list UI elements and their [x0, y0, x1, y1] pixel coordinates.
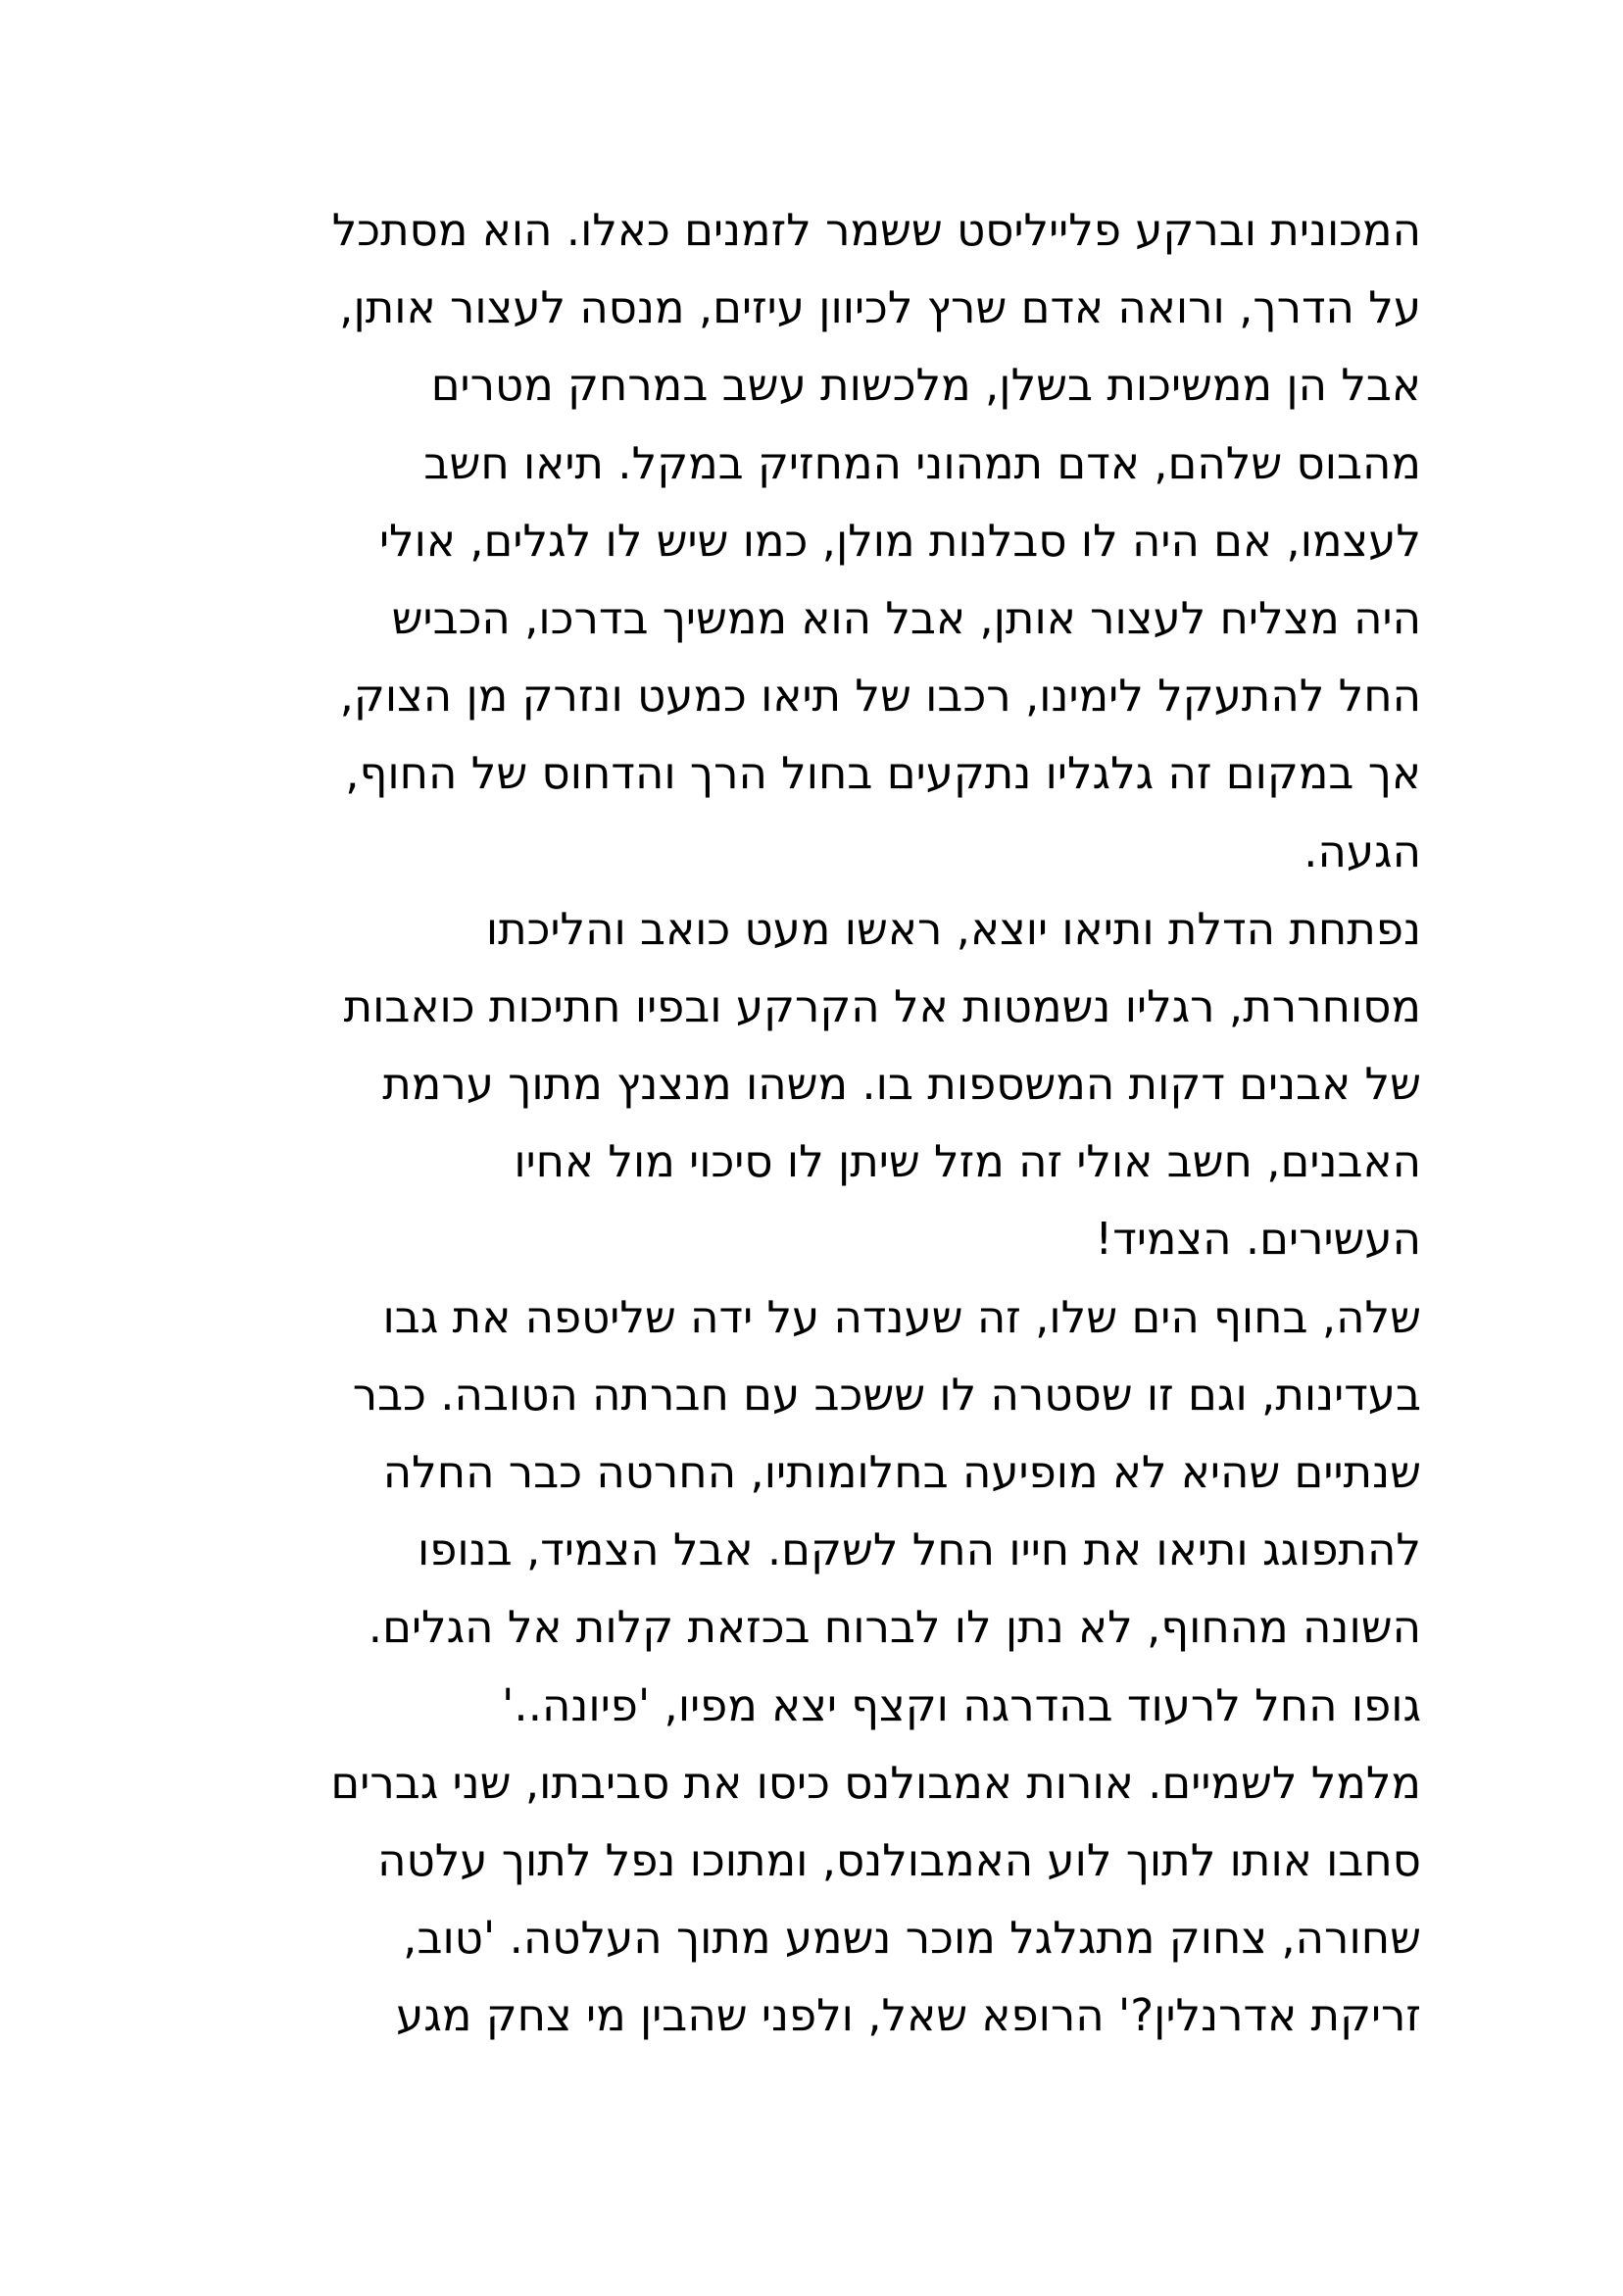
text-line: מסוחררת, רגליו נשמטות אל הקרקע ובפיו חתיכות כואבות — [343, 979, 1421, 1032]
text-line: היה מצליח לעצור אותן, אבל הוא ממשיך בדרכו, הכביש — [391, 591, 1421, 644]
text-line: המכונית וברקע פלייליסט ששמר לזמנים כאלו. הוא מסתכל — [331, 204, 1421, 256]
text-line: סחבו אותו לתוך לוע האמבולנס, ומתוכו נפל לתוך עלטה — [377, 1833, 1421, 1886]
text-line: של אבנים דקות המשספות בו. משהו מנצנץ מתוך ערמת — [382, 1058, 1421, 1111]
story-text — [186, 191, 1421, 2055]
text-line: השונה מהחוף, לא נתן לו לברוח בכזאת קלות אל הגלים. — [368, 1601, 1421, 1654]
text-line: שחורה, צחוק מתגלגל מוכר נשמע מתוך העלטה. 'טוב, — [403, 1912, 1421, 1965]
text-line: זריקת אדרנלין?' הרופא שאל, ולפני שהבין מי צחק מגע — [396, 1989, 1421, 2042]
text-line: האבנים, חשב אולי זה מזל שיתן לו סיכוי מול אחיו — [514, 1135, 1421, 1188]
text-line: העשירים. הצמיד! — [1095, 1213, 1421, 1266]
text-line: שלה, בחוף הים שלו, זה שענדה על ידה שליטפה את גבו — [382, 1290, 1421, 1343]
text-line: אך במקום זה גלגליו נתקעים בחול הרך והדחוס של החוף, — [345, 747, 1421, 800]
text-line: מלמל לשמיים. אורות אמבולנס כיסו את סביבתו, שני גברים — [330, 1756, 1421, 1809]
text-line: החל להתעקל לימינו, רכבו של תיאו כמעט ונזרק מן הצוק, — [339, 670, 1421, 723]
text-line: להתפוגג ותיאו את חייו החל לשקם. אבל הצמיד, בנופו — [418, 1523, 1421, 1576]
text-line: לעצמו, אם היה לו סבלנות מולן, כמו שיש לו לגלים, אולי — [378, 514, 1421, 567]
text-line: בעדינות, וגם זו שסטרה לו ששכב עם חברתה הטובה. כבר — [352, 1368, 1421, 1421]
text-line: על הדרך, ורואה אדם שרץ לכיוון עיזים, מנסה לעצור אותן, — [339, 281, 1421, 334]
text-line: מהבוס שלהם, אדם תמהוני המחזיק במקל. תיאו חשב — [423, 436, 1421, 489]
text-line: אבל הן ממשיכות בשלן, מלכשות עשב במרחק מטרים — [430, 359, 1421, 412]
text-line: גופו החל לרעוד בהדרגה וקצף יצא מפיו, 'פיונה..' — [502, 1678, 1421, 1731]
text-line: שנתיים שהיא לא מופיעה בחלומותיו, החרטה כבר החלה — [382, 1446, 1421, 1498]
text-line: נפתחת הדלת ותיאו יוצא, ראשו מעט כואב והליכתו — [485, 902, 1421, 955]
text-line: הגעה. — [1303, 824, 1421, 877]
